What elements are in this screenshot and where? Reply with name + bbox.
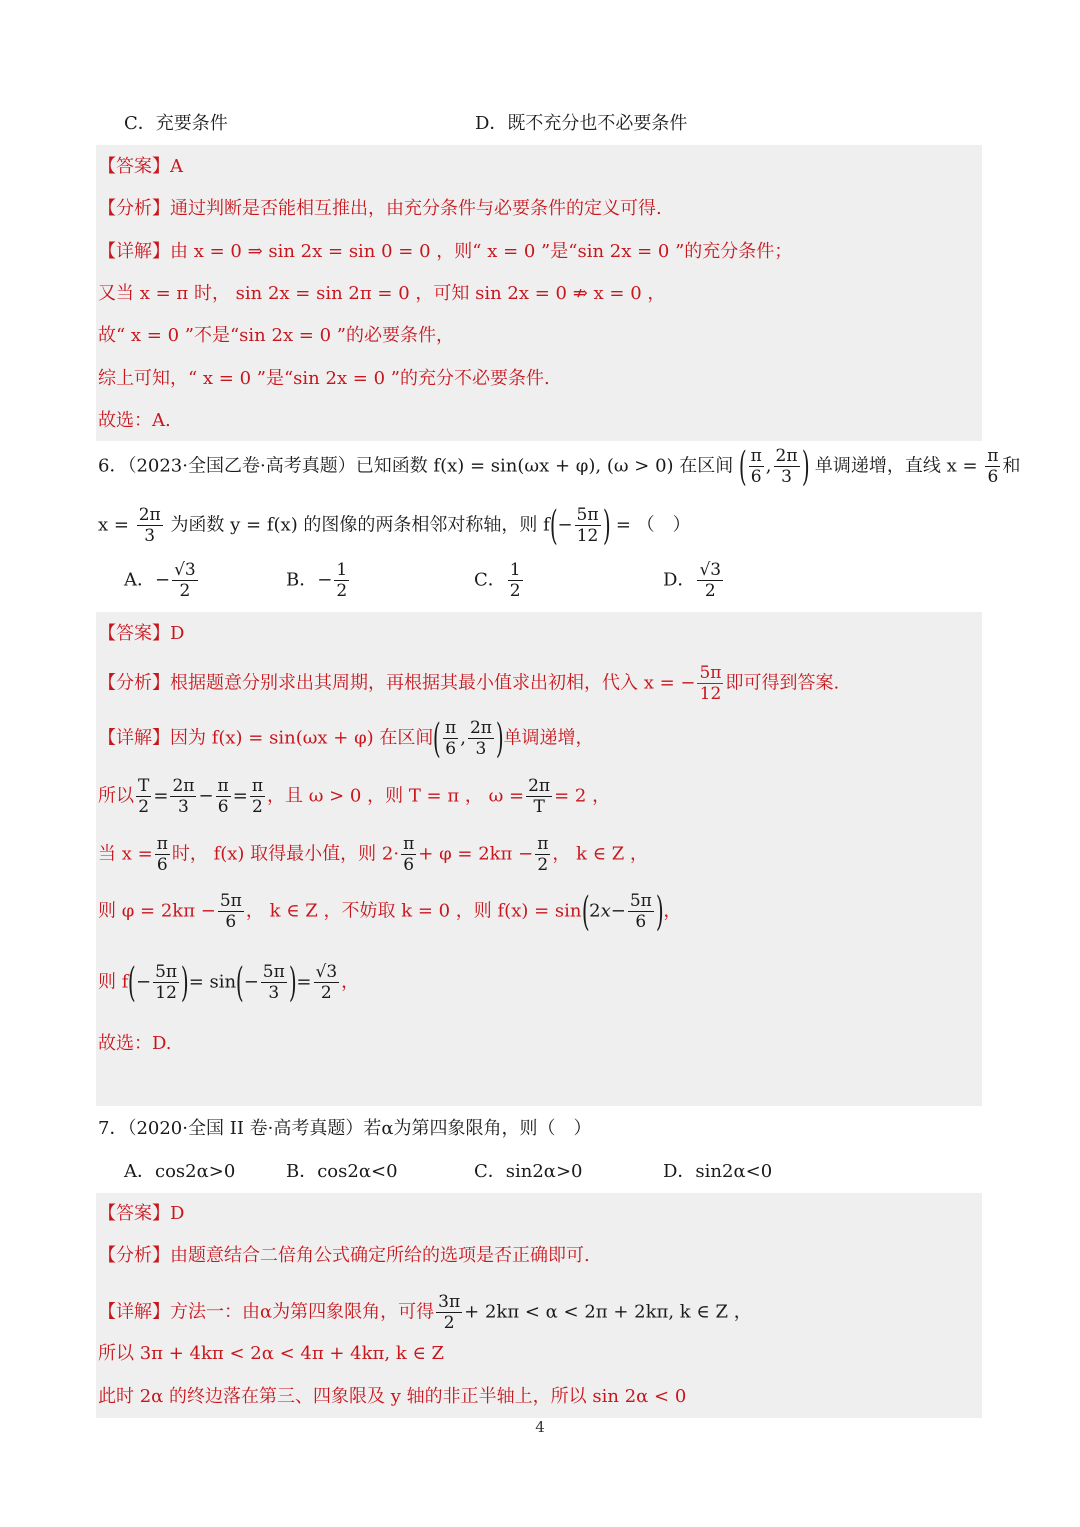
q7-detail-2: 所以 3π + 4kπ < 2α < 4π + 4kπ, k ∈ Z xyxy=(98,1343,444,1364)
q6-stem-1c: 和 xyxy=(1002,455,1021,477)
fraction: $\frac{\pi}{6}$ xyxy=(750,446,762,487)
q5-detail-3: 故“ x = 0 ”不是“sin 2x = 0 ”的必要条件， xyxy=(98,325,454,346)
page-number: 4 xyxy=(535,1418,545,1436)
q6-detail-2: 所以 $\frac{T}{2}$ = $\frac{2\pi}{3}$ − $\frac{\pi}{6}$ = $\frac{\pi}{2}$ ，且 ω > 0 ，则 T = π ， ω = $\frac{2\pi}{T}$ = 2 ， xyxy=(98,776,611,817)
q6-detail-3: 当 x = $\frac{\pi}{6}$ 时， f(x) 取得最小值，则 2· $\frac{\pi}{6}$ + φ = 2kπ − $\frac{\pi}{2}$ ， k ∈ Z ， xyxy=(98,834,649,875)
q6-stem-2a: 为函数 y = f(x) 的图像的两条相邻对称轴，则 f xyxy=(170,514,550,536)
paren-right: ) xyxy=(801,443,810,490)
q5-answer: 【答案】A xyxy=(98,156,183,177)
q7-option-c: C．sin2α>0 xyxy=(474,1161,583,1182)
q5-analysis: 【分析】通过判断是否能相互推出，由充分条件与必要条件的定义可得. xyxy=(98,198,662,219)
q6-stem-line-1: 6．（2023·全国乙卷·高考真题）已知函数 f(x) = sin(ωx + φ), (ω > 0) 在区间 ( $\frac{\pi}{6}$ , $\frac{2\pi}{3}$ ) 单调递增，直线 x = $\frac{\pi}{6}$ 和 xyxy=(98,443,1021,490)
q6-analysis: 【分析】根据题意分别求出其周期，再根据其最小值求出初相，代入 x = − $\frac{5\pi}{12}$ 即可得到答案. xyxy=(98,663,840,704)
fraction: $\frac{2\pi}{3}$ xyxy=(138,505,161,546)
q7-option-a: A．cos2α>0 xyxy=(124,1161,236,1182)
fraction: $\frac{\pi}{6}$ xyxy=(987,446,999,487)
q6-detail-5: 则 f(− $\frac{5\pi}{12}$ )= sin(− $\frac{5\pi}{3}$ )= $\frac{√3}{2}$ ， xyxy=(98,959,360,1006)
q5-option-c: C．充要条件 xyxy=(124,113,228,134)
q5-detail-1: 【详解】由 x = 0 ⇒ sin 2x = sin 0 = 0 ，则“ x = 0 ”是“sin 2x = 0 ”的充分条件； xyxy=(98,241,793,262)
fraction: $\frac{5\pi}{12}$ xyxy=(576,505,599,546)
q6-option-a: A．− $\frac{√3}{2}$ xyxy=(124,560,196,601)
q7-answer: 【答案】D xyxy=(98,1203,185,1224)
q7-option-d: D．sin2α<0 xyxy=(663,1161,773,1182)
q5-choose: 故选：A. xyxy=(98,410,171,431)
q6-option-d: D． $\frac{√3}{2}$ xyxy=(663,560,722,601)
q6-stem-1b: 单调递增，直线 x = xyxy=(814,455,978,477)
q5-detail-2: 又当 x = π 时， sin 2x = sin 2π = 0 ，可知 sin 2x = 0 ⇏ x = 0 ， xyxy=(98,283,666,304)
q7-detail-1: 【详解】方法一：由α为第四象限角，可得 $\frac{3\pi}{2}$ + 2kπ < α < 2π + 2kπ, k ∈ Z ， xyxy=(98,1292,752,1333)
q6-detail-4: 则 φ = 2kπ − $\frac{5\pi}{6}$ ， k ∈ Z ，不妨取 k = 0 ，则 f(x) = sin(2x− $\frac{5\pi}{6}$ )， xyxy=(98,888,682,935)
q6-choose: 故选：D. xyxy=(98,1033,172,1054)
q5-detail-4: 综上可知，“ x = 0 ”是“sin 2x = 0 ”的充分不必要条件. xyxy=(98,368,550,389)
paren-left: ( xyxy=(738,443,747,490)
q5-option-d: D．既不充分也不必要条件 xyxy=(475,113,688,134)
q6-option-b: B．− $\frac{1}{2}$ xyxy=(286,560,348,601)
q6-stem-2b: = （ ） xyxy=(615,514,691,536)
q6-stem-1a: 6．（2023·全国乙卷·高考真题）已知函数 f(x) = sin(ωx + φ), (ω > 0) 在区间 xyxy=(98,455,734,477)
q6-option-c: C． $\frac{1}{2}$ xyxy=(474,560,521,601)
q6-answer: 【答案】D xyxy=(98,623,185,644)
q6-stem-line-2: x = $\frac{2\pi}{3}$ 为函数 y = f(x) 的图像的两条相邻对称轴，则 f(− $\frac{5\pi}{12}$ ) = （ ） xyxy=(98,502,691,549)
q7-stem: 7．（2020·全国 II 卷·高考真题）若α为第四象限角，则（ ） xyxy=(98,1118,592,1139)
q7-detail-3: 此时 2α 的终边落在第三、四象限及 y 轴的非正半轴上，所以 sin 2α < 0 xyxy=(98,1386,687,1407)
q6-detail-1: 【详解】因为 f(x) = sin(ωx + φ) 在区间( $\frac{\pi}{6}$ , $\frac{2\pi}{3}$ )单调递增， xyxy=(98,715,594,762)
fraction: $\frac{2\pi}{3}$ xyxy=(775,446,798,487)
q7-analysis: 【分析】由题意结合二倍角公式确定所给的选项是否正确即可. xyxy=(98,1245,590,1266)
q7-option-b: B．cos2α<0 xyxy=(286,1161,398,1182)
